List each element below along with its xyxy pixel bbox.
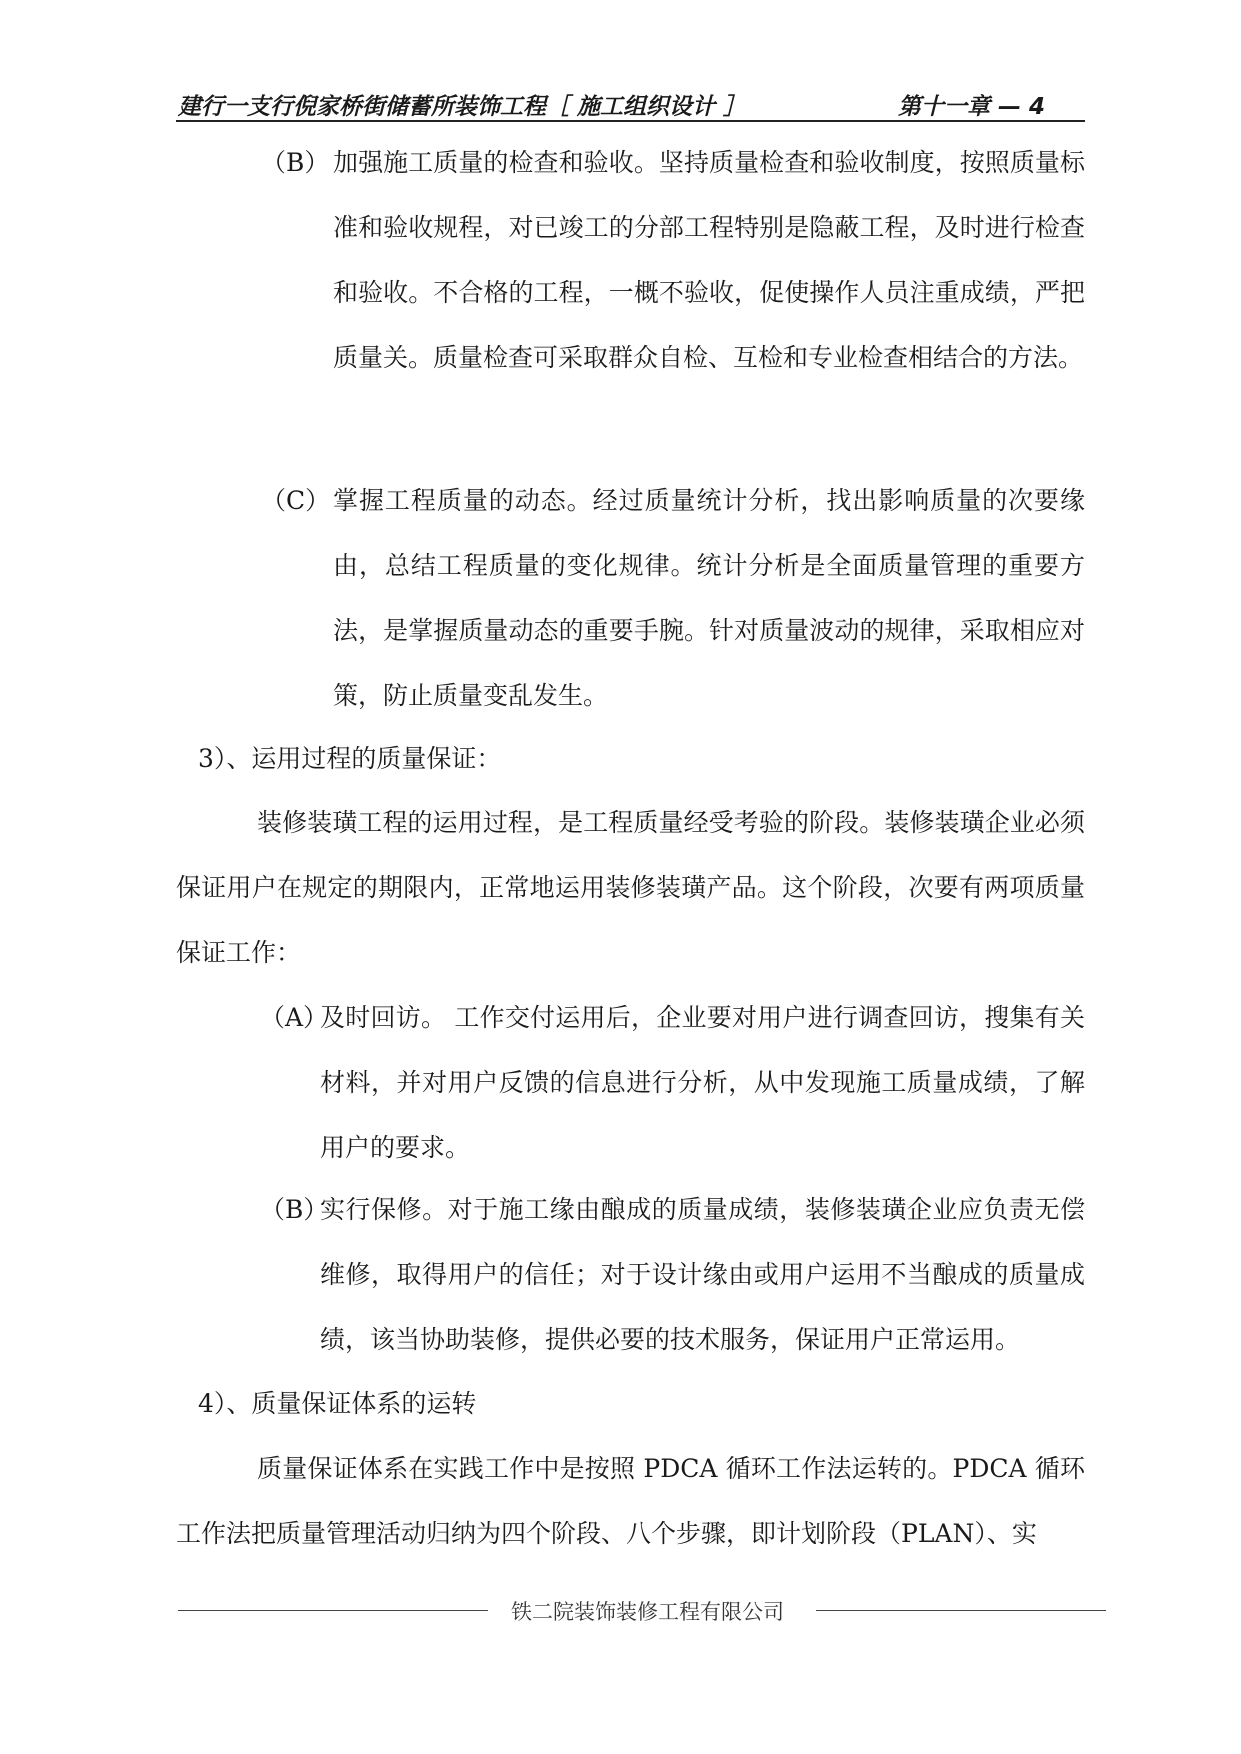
company-name: 铁二院装饰装修工程有限公司 [511,1600,784,1624]
paragraph: 质量保证体系在实践工作中是按照 PDCA 循环工作法运转的。PDCA 循环工作法把质量管理活动归纳为四个阶段、八个步骤，即计划阶段（PLAN）、实 [176,1454,1085,1548]
item-text: 加强施工质量的检查和验收。坚持质量检查和验收制度，按照质量标准和验收规程，对已竣工的分部工程特别是隐蔽工程，及时进行检查和验收。不合格的工程，一概不验收，促使操作人员注重成绩，严把质量关。质量检查可采取群众自检、互检和专业检查相结合的方法。 [333,148,1085,372]
list-item [261,130,1085,390]
document-title: 建行一支行倪家桥街储蓄所装饰工程［ 施工组织设计 ］ [178,94,747,120]
page-footer [176,1596,1085,1626]
item-label: （B） [261,148,330,177]
footer-rule-right [816,1610,1106,1611]
item-text: 及时回访。 工作交付运用后，企业要对用户进行调查回访，搜集有关材料，并对用户反馈的信息进行分析，从中发现施工质量成绩，了解用户的要求。 [320,1003,1085,1162]
chapter-page-number: 第十一章 — 4 [897,94,1045,120]
footer-rule-left [178,1610,488,1611]
page-header [176,86,1085,122]
item-label: （C） [261,486,331,515]
item-text: 掌握工程质量的动态。经过质量统计分析，找出影响质量的次要缘由，总结工程质量的变化规律。统计分析是全面质量管理的重要方法，是掌握质量动态的重要手腕。针对质量波动的规律，采取相应对策，防止质量变乱发生。 [333,486,1085,710]
item-label: （A） [260,1003,329,1032]
section-heading: 4）、质量保证体系的运转 [198,1389,477,1418]
item-label: （B） [260,1195,329,1224]
paragraph: 装修装璜工程的运用过程，是工程质量经受考验的阶段。装修装璜企业必须保证用户在规定的期限内，正常地运用装修装璜产品。这个阶段，次要有两项质量保证工作： [176,808,1085,967]
section-heading: 3）、运用过程的质量保证： [198,744,502,773]
list-item [260,985,1085,1180]
list-item [260,1177,1085,1372]
item-text: 实行保修。对于施工缘由酿成的质量成绩，装修装璜企业应负责无偿维修，取得用户的信任；对于设计缘由或用户运用不当酿成的质量成绩，该当协助装修，提供必要的技术服务，保证用户正常运用。 [320,1195,1085,1354]
list-item [261,468,1085,728]
